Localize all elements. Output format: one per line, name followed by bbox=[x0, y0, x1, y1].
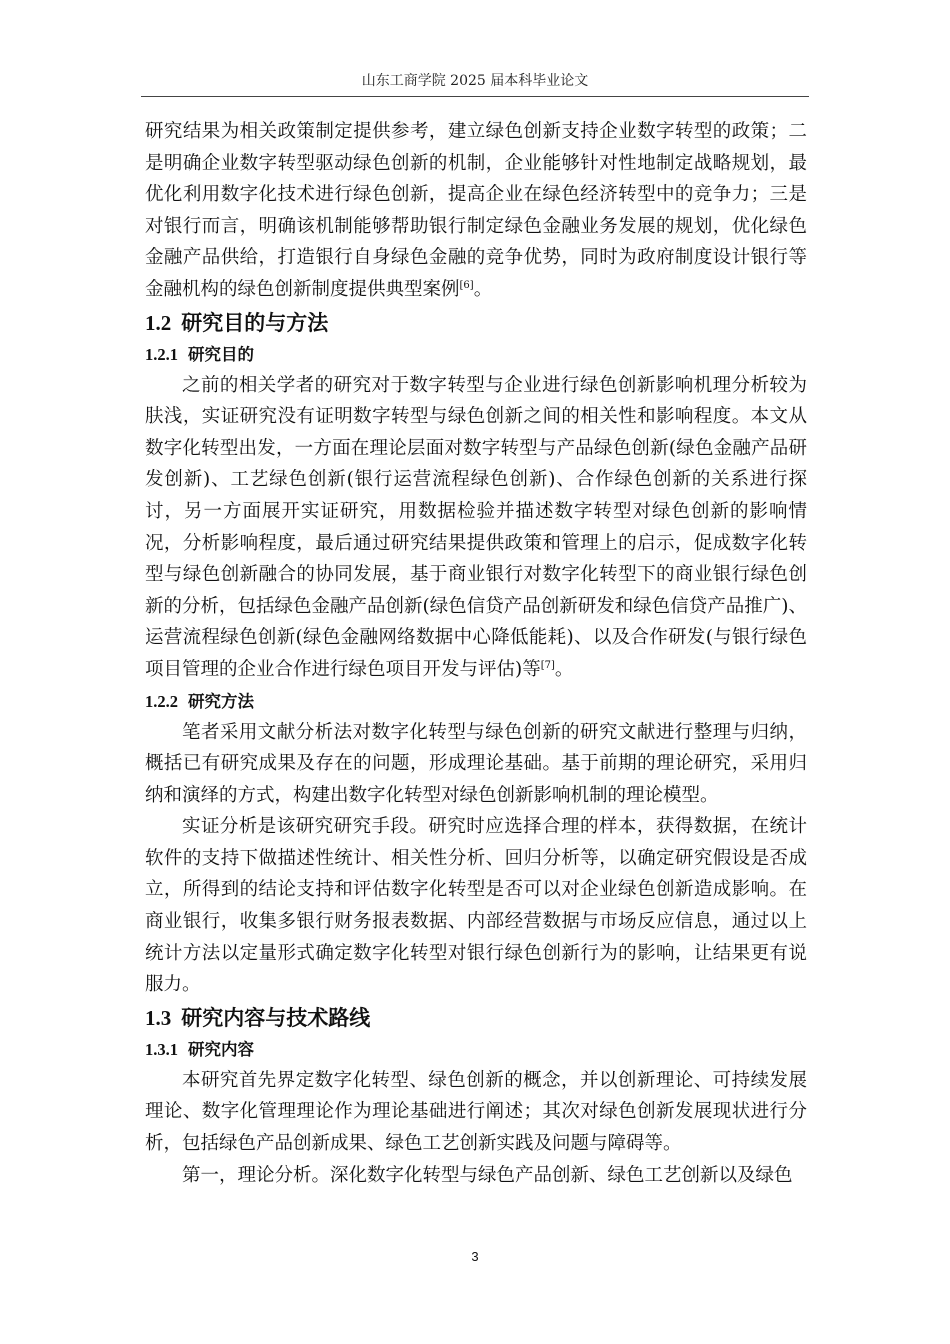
paragraph-method-1: 笔者采用文献分析法对数字化转型与绿色创新的研究文献进行整理与归纳，概括已有研究成果及存在的问题，形成理论基础。基于前期的理论研究，采用归纳和演绎的方式，构建出数字化转型对绿色创新影响机制的理论模型。 bbox=[145, 721, 807, 806]
subsection-number: 1.3.1 bbox=[145, 1039, 178, 1059]
paragraph-content-2: 第一，理论分析。深化数字化转型与绿色产品创新、绿色工艺创新以及绿色 bbox=[182, 1164, 793, 1186]
subsection-number: 1.2.1 bbox=[145, 344, 178, 364]
paragraph-purpose bbox=[145, 370, 807, 686]
subsection-number: 1.2.2 bbox=[145, 691, 178, 711]
citation-6[interactable]: [6] bbox=[459, 279, 474, 291]
subsection-title: 研究目的 bbox=[188, 344, 254, 364]
section-heading-1-3 bbox=[145, 1002, 807, 1034]
running-header: 山东工商学院 2025 届本科毕业论文 bbox=[361, 73, 589, 89]
subsection-heading-1-3-1 bbox=[145, 1034, 807, 1065]
paragraph-text: 之前的相关学者的研究对于数字转型与企业进行绿色创新影响机理分析较为肤浅，实证研究没有证明数字转型与绿色创新之间的相关性和影响程度。本文从数字化转型出发，一方面在理论层面对数字转型与产品绿色创新(绿色金融产品研发创新)、工艺绿色创新(银行运营流程绿色创新)、合作绿色创新的关系进行探讨，另一方面展开实证研究，用数据检验并描述数字转型对绿色创新的影响情况，分析影响程度，最后通过研究结果提供政策和管理上的启示，促成数字化转型与绿色创新融合的协同发展，基于商业银行对数字化转型下的商业银行绿色创新的分析，包括绿色金融产品创新(绿色信贷产品创新研发和绿色信贷产品推广)、运营流程绿色创新(绿色金融网络数据中心降低能耗)、以及合作研发(与银行绿色项目管理的企业合作进行绿色项目开发与评估)等 bbox=[145, 374, 807, 680]
paragraph-text: 研究结果为相关政策制定提供参考，建立绿色创新支持企业数字转型的政策；二是明确企业数字转型驱动绿色创新的机制，企业能够针对性地制定战略规划，最优化利用数字化技术进行绿色创新，提高企业在绿色经济转型中的竞争力；三是对银行而言，明确该机制能够帮助银行制定绿色金融业务发展的规划，优化绿色金融产品供给，打造银行自身绿色金融的竞争优势，同时为政府制度设计银行等金融机构的绿色创新制度提供典型案例 bbox=[145, 121, 807, 300]
page-number: 3 bbox=[471, 1249, 479, 1264]
subsection-heading-1-2-2 bbox=[145, 686, 807, 717]
subsection-title: 研究内容 bbox=[188, 1039, 254, 1059]
header-divider bbox=[141, 96, 809, 97]
paragraph-intro bbox=[145, 116, 807, 306]
subsection-title: 研究方法 bbox=[188, 691, 254, 711]
page-body bbox=[145, 116, 807, 1191]
subsection-heading-1-2-1 bbox=[145, 339, 807, 370]
section-number: 1.2 bbox=[145, 310, 172, 335]
section-heading-1-2 bbox=[145, 307, 807, 339]
section-title: 研究目的与方法 bbox=[181, 309, 329, 335]
citation-7[interactable]: [7] bbox=[540, 659, 555, 671]
paragraph-tail: 。 bbox=[473, 278, 493, 300]
paragraph-tail: 。 bbox=[554, 658, 574, 680]
paragraph-method-2: 实证分析是该研究研究手段。研究时应选择合理的样本，获得数据，在统计软件的支持下做描述性统计、相关性分析、回归分析等，以确定研究假设是否成立，所得到的结论支持和评估数字化转型是否可以对企业绿色创新造成影响。在商业银行，收集多银行财务报表数据、内部经营数据与市场反应信息，通过以上统计方法以定量形式确定数字化转型对银行绿色创新行为的影响，让结果更有说服力。 bbox=[145, 816, 807, 996]
section-title: 研究内容与技术路线 bbox=[181, 1004, 371, 1030]
section-number: 1.3 bbox=[145, 1005, 172, 1030]
paragraph-content-1: 本研究首先界定数字化转型、绿色创新的概念，并以创新理论、可持续发展理论、数字化管理理论作为理论基础进行阐述；其次对绿色创新发展现状进行分析，包括绿色产品创新成果、绿色工艺创新实践及问题与障碍等。 bbox=[145, 1069, 807, 1155]
